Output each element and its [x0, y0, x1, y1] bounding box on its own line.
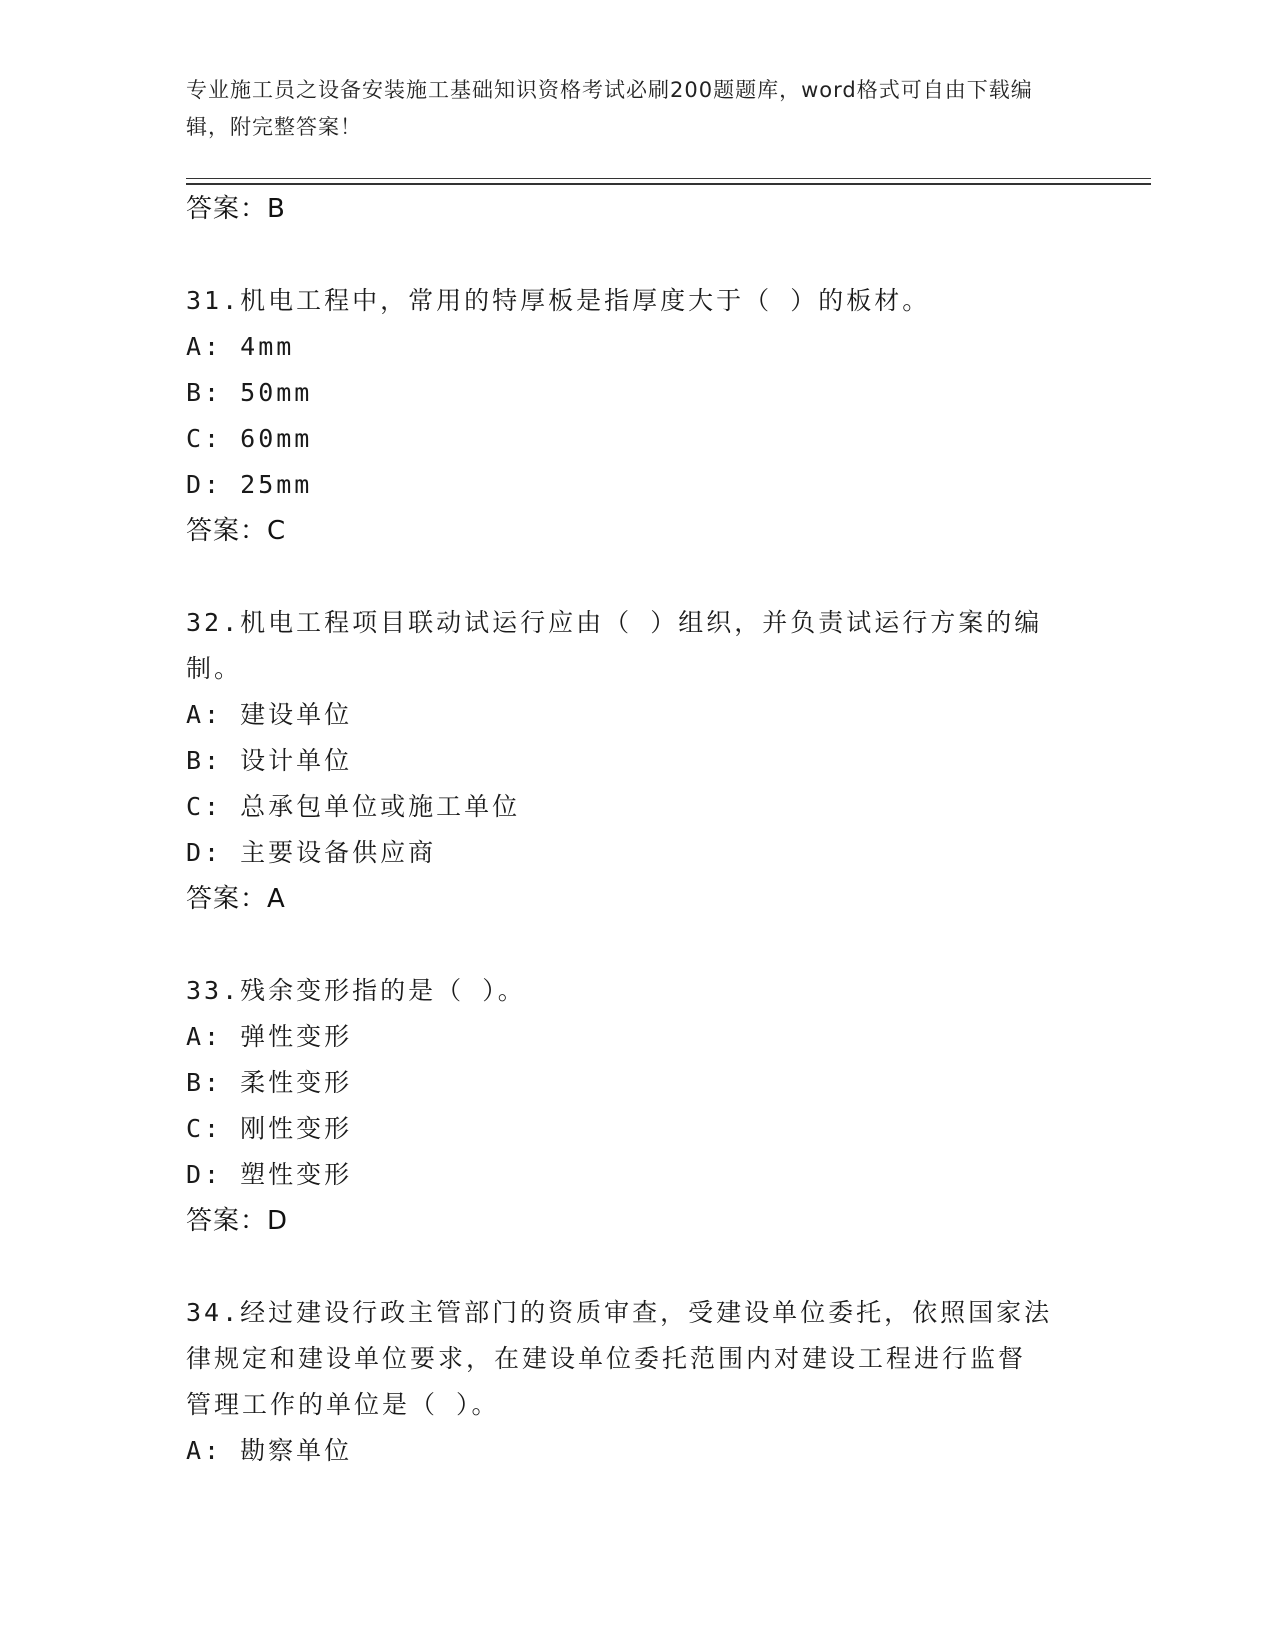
option-b: B: 设计单位 [186, 746, 353, 775]
question-list [186, 186, 1086, 1474]
question-stem: 33.残余变形指的是（ ）。 [186, 976, 526, 1005]
question-block-32 [186, 600, 1086, 922]
option-d: D: 主要设备供应商 [186, 838, 437, 867]
spacer [186, 1244, 1086, 1290]
option-b: B: 50mm [186, 378, 313, 407]
option-d: D: 塑性变形 [186, 1160, 353, 1189]
answer-line: 答案：A [186, 884, 286, 914]
question-block-33 [186, 968, 1086, 1244]
question-stem: 31.机电工程中，常用的特厚板是指厚度大于（ ）的板材。 [186, 286, 931, 315]
question-stem-line-2: 制。 [186, 654, 243, 683]
spacer [186, 554, 1086, 600]
answer-line: 答案：C [186, 516, 287, 546]
question-stem-line-1: 32.机电工程项目联动试运行应由（ ）组织，并负责试运行方案的编 [186, 608, 1043, 637]
header-rule-thin [186, 178, 1151, 179]
option-a: A: 4mm [186, 332, 295, 361]
answer-line: 答案：D [186, 1206, 289, 1236]
page-header-title: 专业施工员之设备安装施工基础知识资格考试必刷200题题库，word格式可自由下载编辑，附完整答案！ [186, 78, 1033, 139]
question-stem-line-1: 34.经过建设行政主管部门的资质审查，受建设单位委托，依照国家法 [186, 1298, 1053, 1327]
option-a: A: 建设单位 [186, 700, 353, 729]
option-c: C: 60mm [186, 424, 313, 453]
answer-line: 答案：B [186, 194, 286, 224]
spacer [186, 232, 1086, 278]
spacer [186, 922, 1086, 968]
question-stem-line-2: 律规定和建设单位要求，在建设单位委托范围内对建设工程进行监督 [186, 1344, 1027, 1373]
option-c: C: 总承包单位或施工单位 [186, 792, 521, 821]
header-rule-thick [186, 183, 1151, 185]
question-stem-line-3: 管理工作的单位是（ ）。 [186, 1390, 500, 1419]
option-d: D: 25mm [186, 470, 313, 499]
question-block-34 [186, 1290, 1086, 1474]
option-b: B: 柔性变形 [186, 1068, 353, 1097]
option-a: A: 勘察单位 [186, 1436, 353, 1465]
option-a: A: 弹性变形 [186, 1022, 353, 1051]
option-c: C: 刚性变形 [186, 1114, 353, 1143]
question-block-31 [186, 278, 1086, 554]
